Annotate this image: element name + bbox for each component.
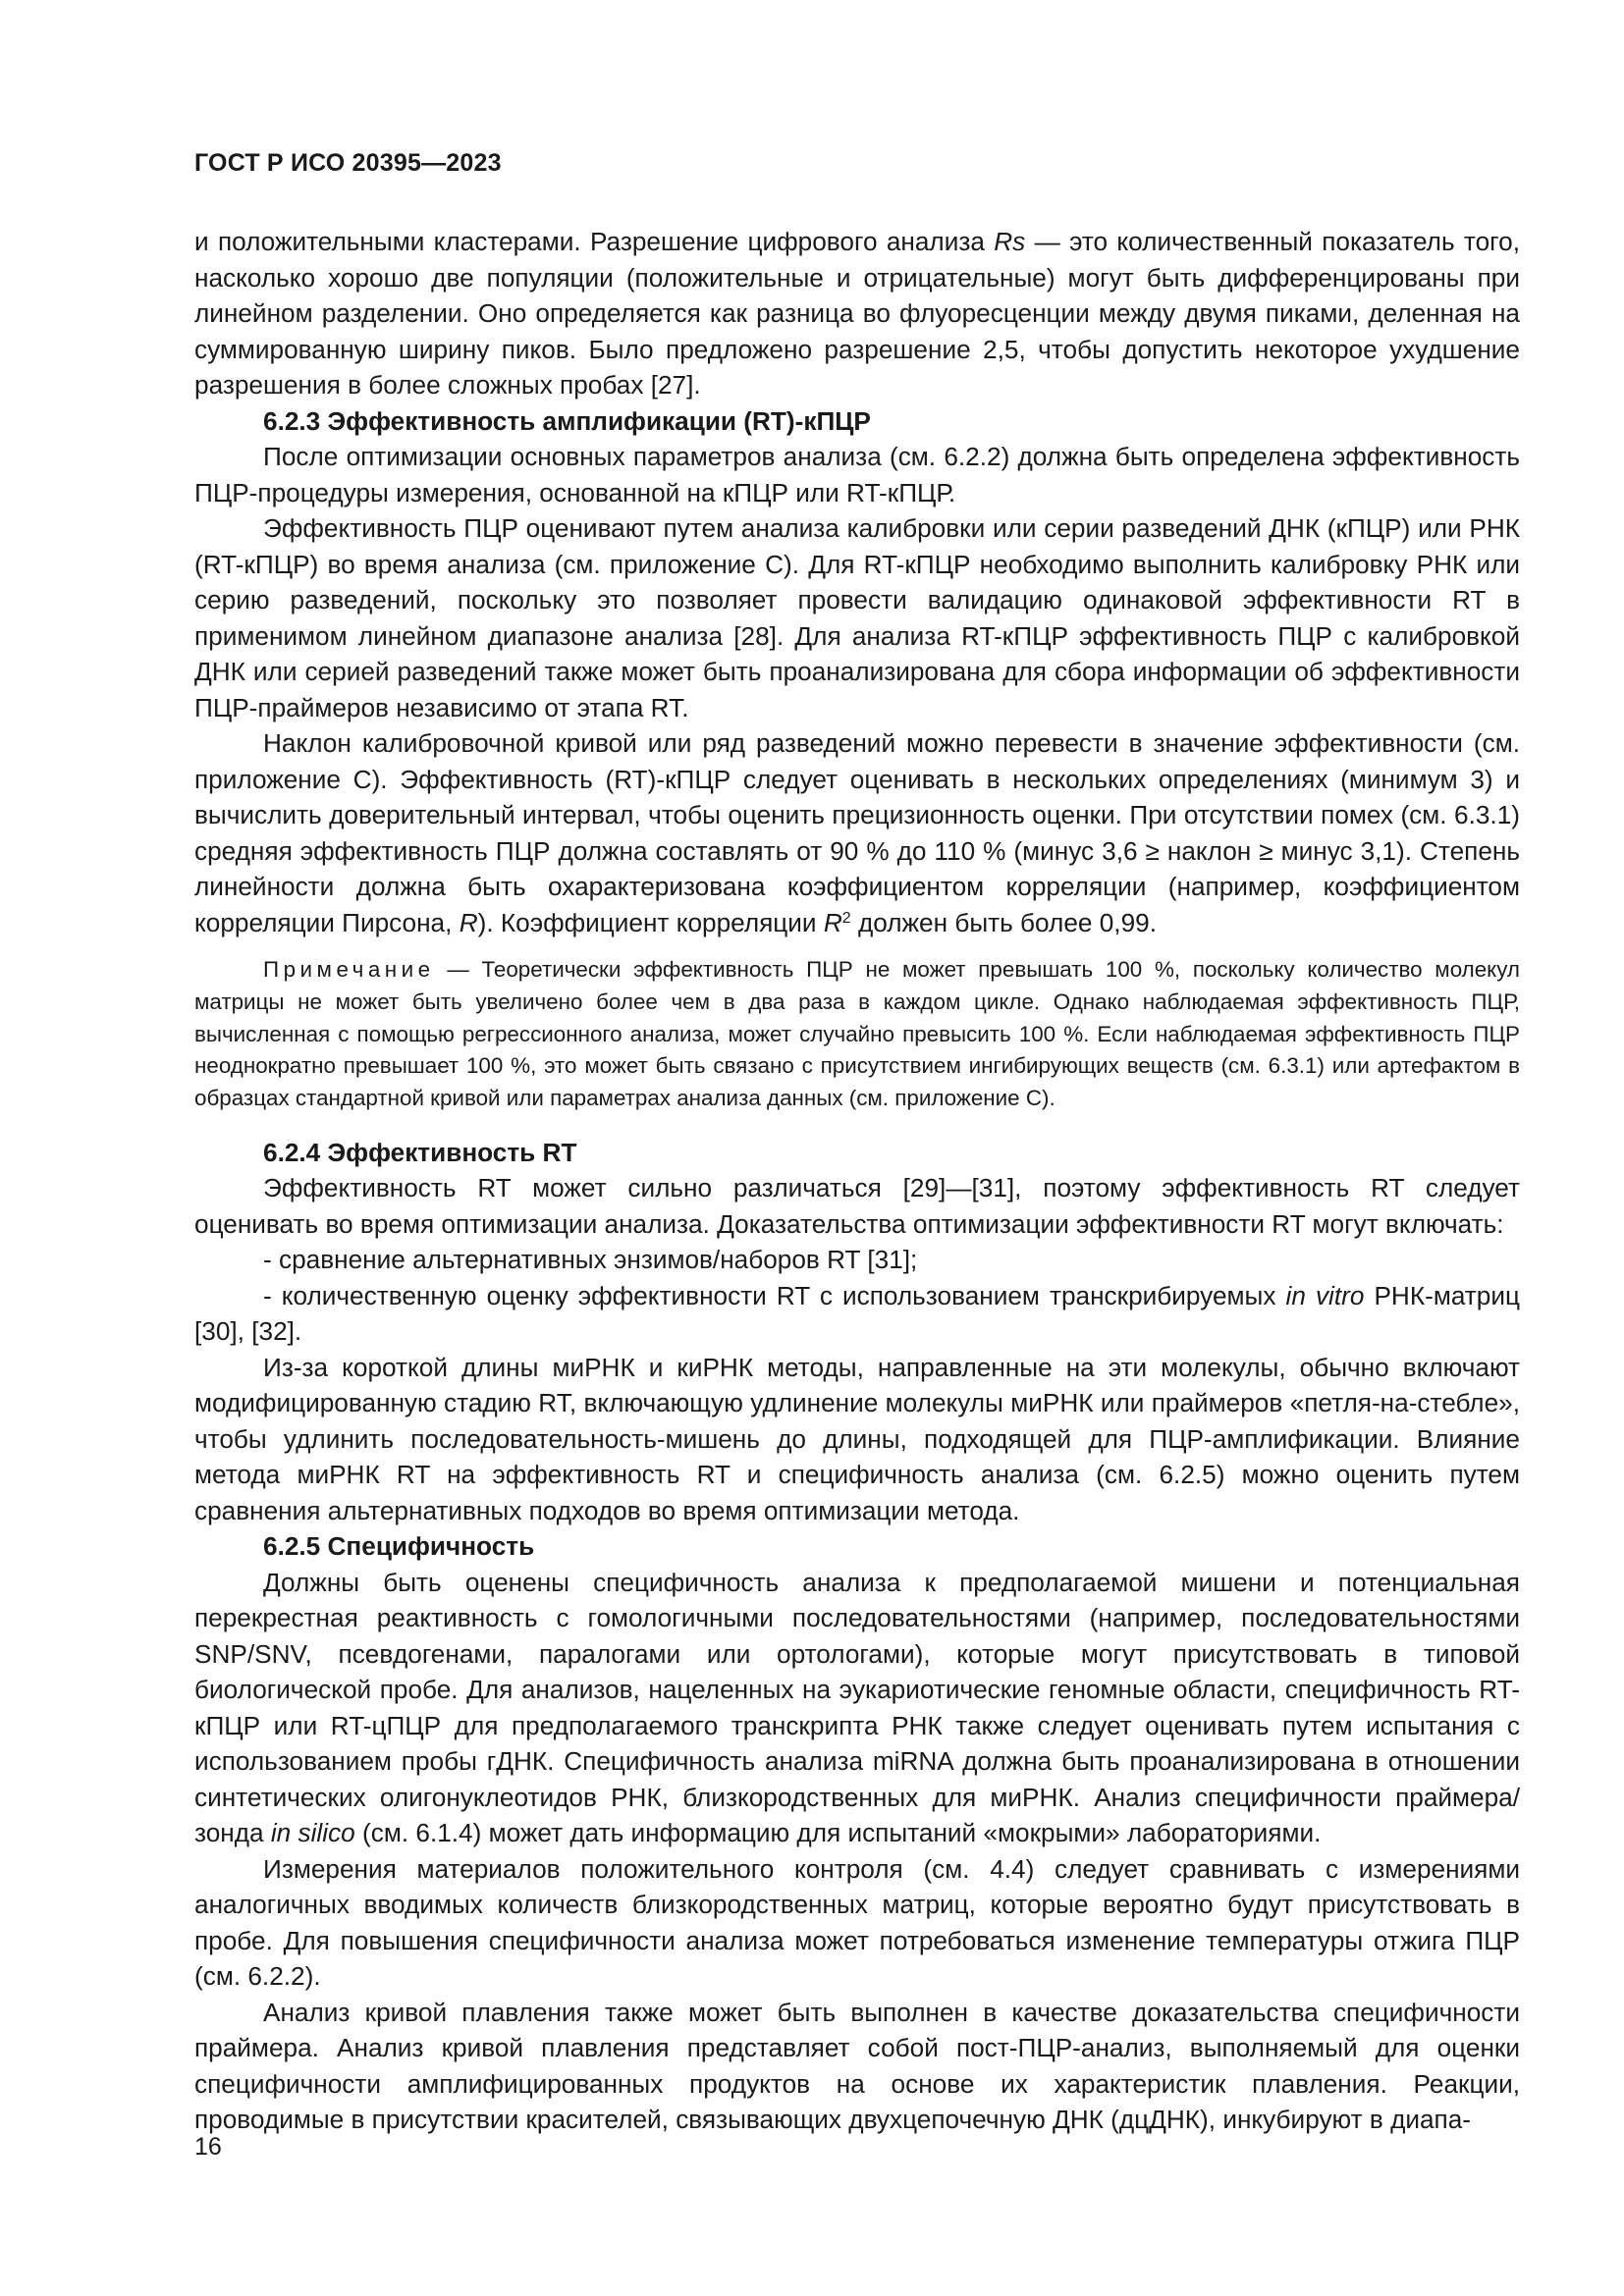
- note: Примечание — Теоретически эффективность ПЦР не может превышать 100 %, поскольку количество молекул матрицы не может быть увеличено более чем в два раза в каждом цикле. Однако наблюдаемая эффективность ПЦР, вычисленная с помощью регрессионного анализа, может случайно превысить 100 %. Если наблюдаемая эффективность ПЦР неоднократно превышает 100 %, это может быть связано с присутствием ингибирующих веществ (см. 6.3.1) или артефактом в образцах стандартной кривой или параметрах анализа данных (см. приложение С).: [194, 957, 1520, 1111]
- paragraph: Из-за короткой длины миРНК и киРНК методы, направленные на эти молекулы, обычно включают модифицированную стадию RT, включающую удлинение молекулы миРНК или праймеров «петля-на-стебле», чтобы удлинить последовательность-мишень до длины, подходящей для ПЦР-амплификации. Влияние метода миРНК RT на эффективность RT и специфичность анализа (см. 6.2.5) можно оценить путем сравнения альтернативных подходов во время оптимизации метода.: [194, 1352, 1520, 1525]
- section-heading-6-2-5: 6.2.5 Специфичность: [263, 1531, 535, 1562]
- paragraph: После оптимизации основных параметров анализа (см. 6.2.2) должна быть определена эффективность ПЦР-процедуры измерения, основанной на кПЦР или RT-кПЦР.: [194, 442, 1520, 507]
- document-header: ГОСТ Р ИСО 20395—2023: [194, 149, 502, 177]
- paragraph: Должны быть оценены специфичность анализа к предполагаемой мишени и потенциальная перекрестная реактивность с гомологичными последовательностями (например, последовательностями SNP/SNV, псевдогенами, паралогами или ортологами), которые могут присутствовать в типовой биологической пробе. Для анализов, нацеленных на эукариотические геномные области, специфичность RT-кПЦР или RT-цПЦР для предполагаемого транскрипта РНК также следует оценивать путем испытания с использованием пробы гДНК. Специфичность анализа miRNA должна быть проанализирована в отношении синтетических олигонуклеотидов РНК, близкородственных для миРНК. Анализ специфичности праймера/зонда in silico (см. 6.1.4) может дать информацию для испытаний «мокрыми» лабораториями.: [194, 1567, 1520, 1848]
- paragraph: Наклон калибровочной кривой или ряд разведений можно перевести в значение эффективности (см. приложение С). Эффективность (RT)-кПЦР следует оценивать в нескольких определениях (минимум 3) и вычислить доверительный интервал, чтобы оценить прецизионность оценки. При отсутствии помех (см. 6.3.1) средняя эффективность ПЦР должна составлять от 90 % до 110 % (минус 3,6 ≥ наклон ≥ минус 3,1). Степень линейности должна быть охарактеризована коэффициентом корреляции (например, коэффициентом корреляции Пирсона, R). Коэффициент корреляции $R^2$ должен быть более 0,99.: [194, 728, 1520, 937]
- section-heading-6-2-4: 6.2.4 Эффективность RT: [263, 1137, 577, 1167]
- paragraph: Эффективность RT может сильно различаться [29]—[31], поэтому эффективность RT следует оценивать во время оптимизации анализа. Доказательства оптимизации эффективности RT могут включать:: [194, 1173, 1520, 1239]
- note-label: Примечание: [263, 957, 435, 982]
- list-item: - сравнение альтернативных энзимов/наборов RT [31];: [263, 1245, 918, 1275]
- paragraph: и положительными кластерами. Разрешение цифрового анализа Rs — это количественный показатель того, насколько хорошо две популяции (положительные и отрицательные) могут быть дифференцированы при линейном разделении. Оно определяется как разница во флуоресценции между двумя пиками, деленная на суммированную ширину пиков. Было предложено разрешение 2,5, чтобы допустить некоторое ухудшение разрешения в более сложных пробах [27].: [194, 227, 1521, 400]
- paragraph: Анализ кривой плавления также может быть выполнен в качестве доказательства специфичности праймера. Анализ кривой плавления представляет собой пост-ПЦР-анализ, выполняемый для оценки специфичности амплифицированных продуктов на основе их характеристик плавления. Реакции, проводимые в присутствии красителей, связывающих двухцепочечную ДНК (дцДНК), инкубируют в диапа-: [194, 1997, 1520, 2135]
- paragraph: Эффективность ПЦР оценивают путем анализа калибровки или серии разведений ДНК (кПЦР) или РНК (RT-кПЦР) во время анализа (см. приложение С). Для RT-кПЦР необходимо выполнить калибровку РНК или серию разведений, поскольку это позволяет провести валидацию одинаковой эффективности RT в применимом линейном диапазоне анализа [28]. Для анализа RT-кПЦР эффективность ПЦР с калибровкой ДНК или серией разведений также может быть проанализирована для сбора информации об эффективности ПЦР-праймеров независимо от этапа RT.: [194, 513, 1520, 722]
- page-number: 16: [194, 2133, 222, 2161]
- paragraph: Измерения материалов положительного контроля (см. 4.4) следует сравнивать с измерениями аналогичных вводимых количеств близкородственных матриц, которые вероятно будут присутствовать в пробе. Для повышения специфичности анализа может потребоваться изменение температуры отжига ПЦР (см. 6.2.2).: [194, 1853, 1520, 1992]
- section-heading-6-2-3: 6.2.3 Эффективность амплификации (RT)-кПЦР: [263, 405, 871, 436]
- document-body: [194, 224, 1520, 2138]
- list-item: - количественную оценку эффективности RT с использованием транскрибируемых in vitro РНК-матриц [30], [32].: [194, 1280, 1520, 1347]
